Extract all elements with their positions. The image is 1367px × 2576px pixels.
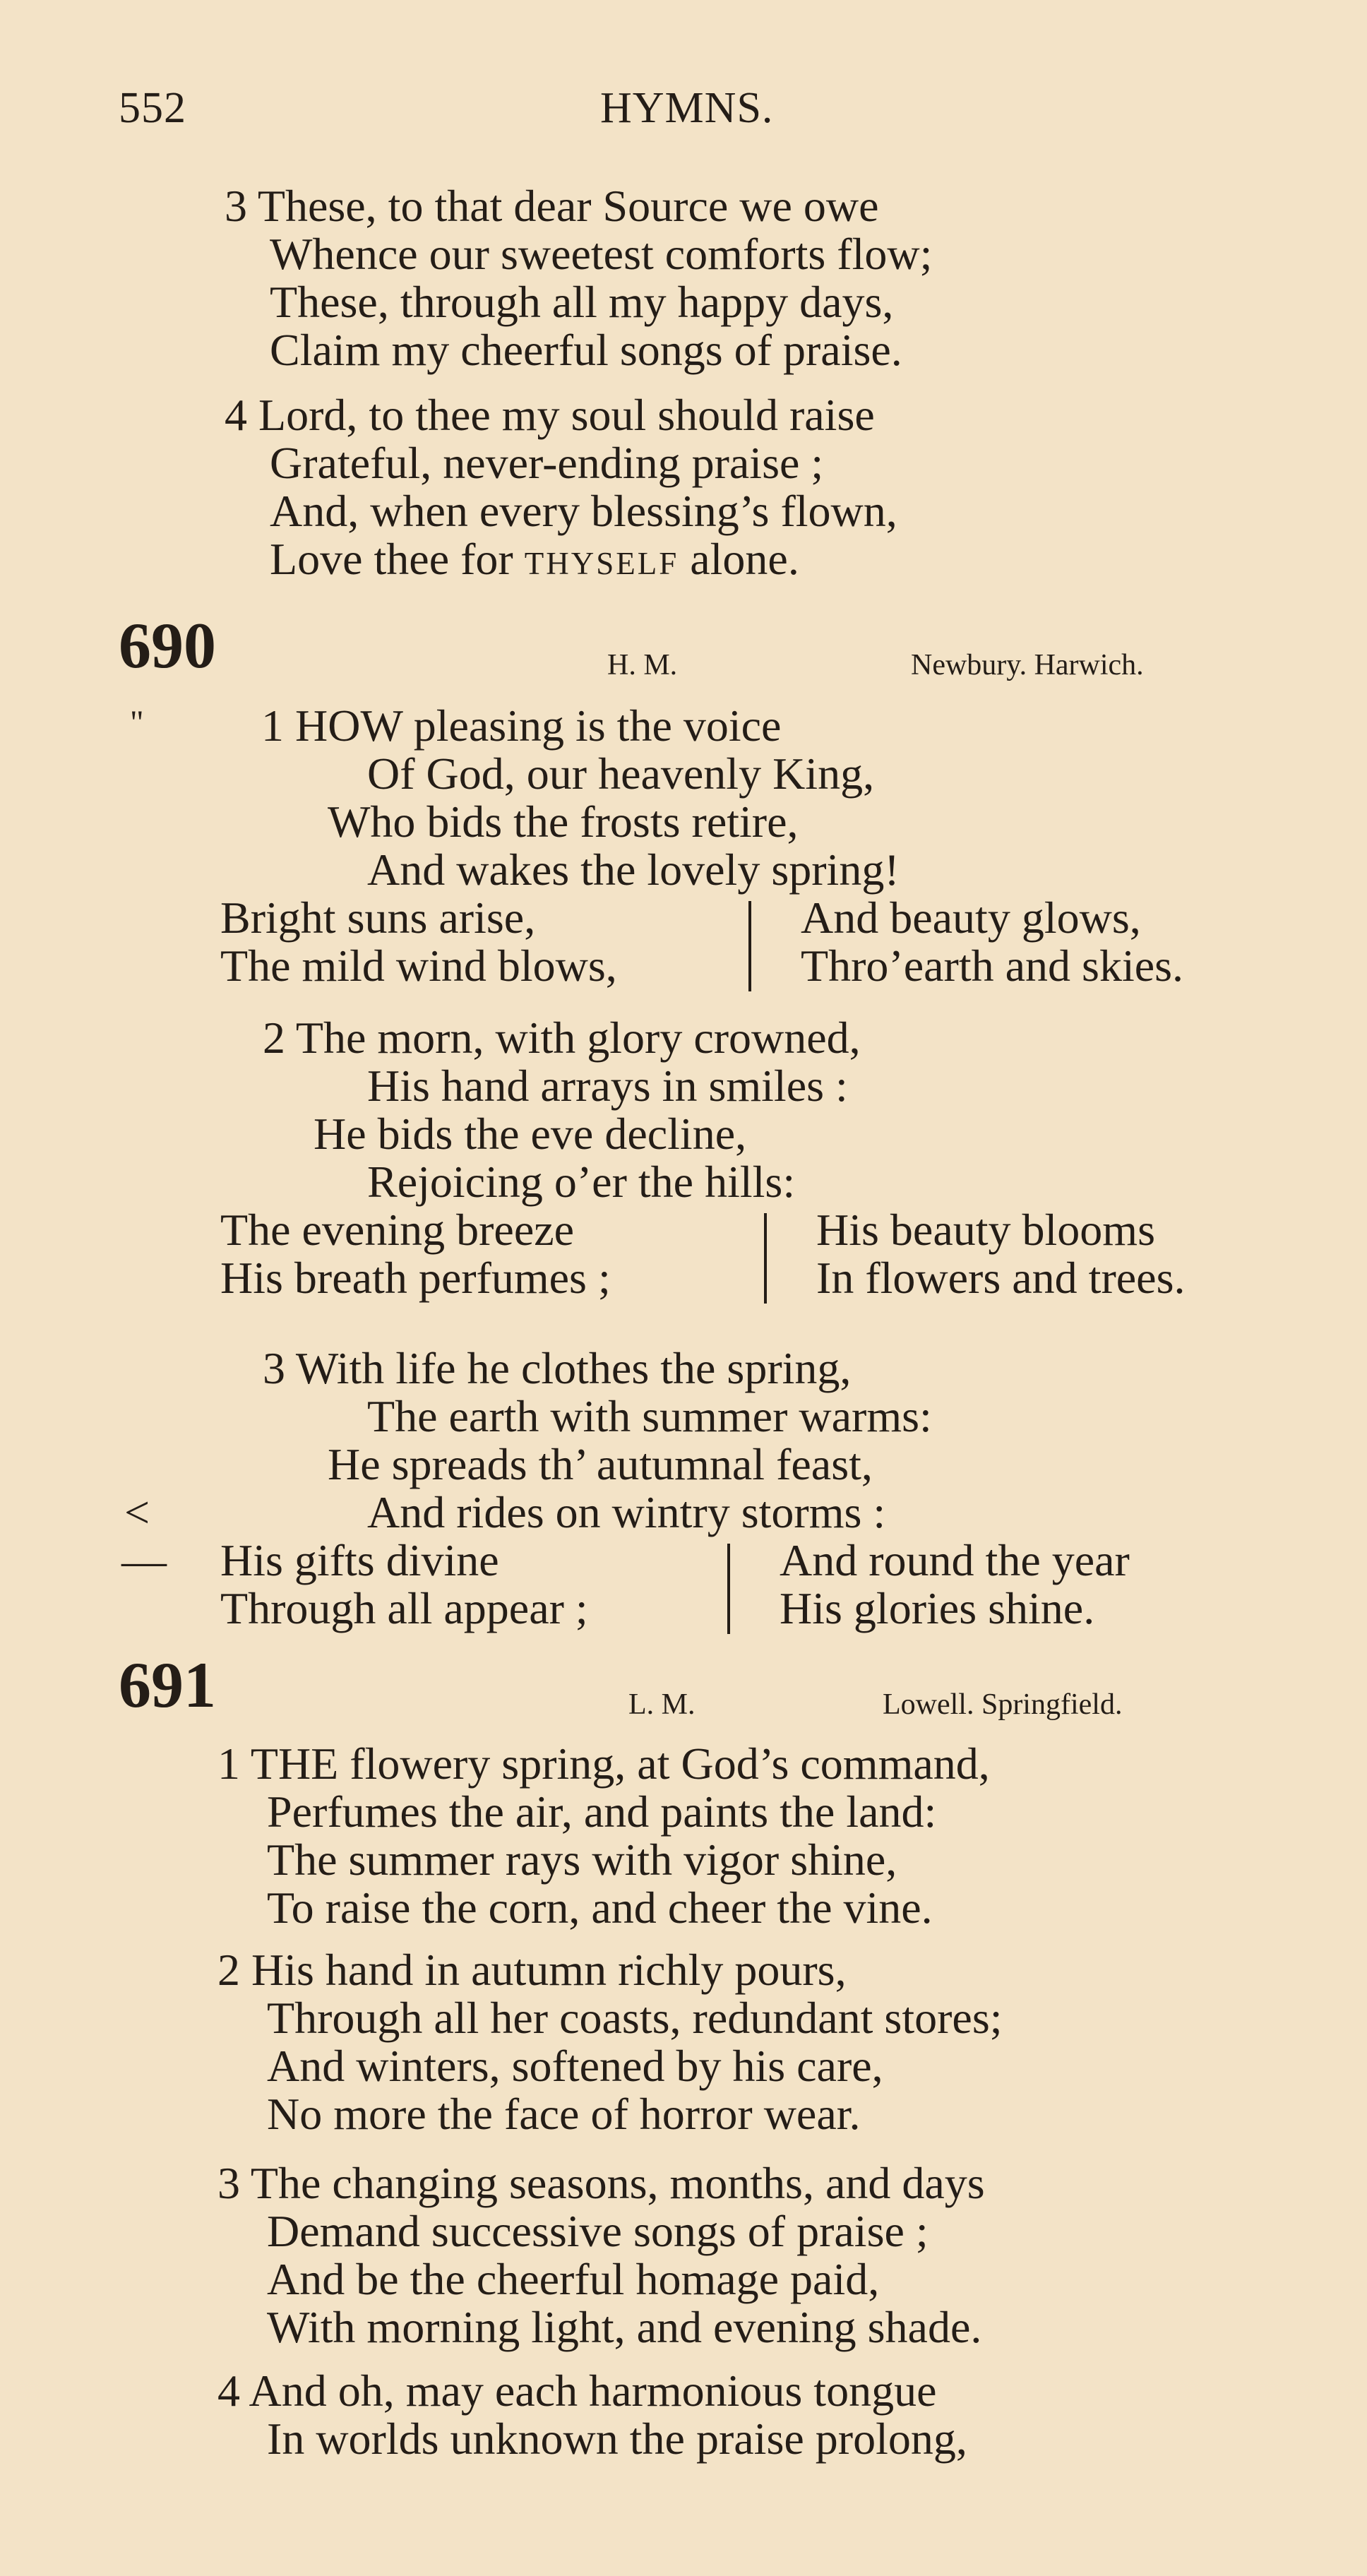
verse-line: These, through all my happy days, <box>270 277 894 327</box>
verse-line-left: The evening breeze <box>220 1205 575 1255</box>
tune-names: Newbury. Harwich. <box>911 649 1144 681</box>
running-title: HYMNS. <box>600 84 774 132</box>
tune-names: Lowell. Springfield. <box>883 1688 1123 1721</box>
verse-line: He bids the eve decline, <box>314 1109 747 1159</box>
verse-line: 2 His hand in autumn richly pours, <box>217 1945 847 1995</box>
verse-line: Who bids the frosts retire, <box>328 797 799 847</box>
verse-line: Claim my cheerful songs of praise. <box>270 325 902 375</box>
verse-line-right: His beauty blooms <box>816 1205 1155 1255</box>
verse-line-left: His breath perfumes ; <box>220 1253 611 1303</box>
margin-mark: " <box>130 704 144 741</box>
meter-label: L. M. <box>628 1688 696 1721</box>
verse-line: Demand successive songs of praise ; <box>267 2206 929 2256</box>
verse-line: To raise the corn, and cheer the vine. <box>267 1883 933 1933</box>
verse-line: And rides on wintry storms : <box>367 1487 886 1537</box>
verse-line: His hand arrays in smiles : <box>367 1061 848 1111</box>
verse-line: Through all her coasts, redundant stores; <box>267 1993 1003 2043</box>
verse-line-left: Bright suns arise, <box>220 893 536 943</box>
verse-line: Grateful, never-ending praise ; <box>270 438 824 488</box>
column-divider <box>727 1544 730 1634</box>
verse-line: Whence our sweetest comforts flow; <box>270 229 933 279</box>
verse-line: He spreads th’ autumnal feast, <box>328 1439 873 1489</box>
verse-line: And, when every blessing’s flown, <box>270 486 897 536</box>
verse-line: 1 HOW pleasing is the voice <box>261 700 782 751</box>
verse-text: alone. <box>679 534 799 584</box>
verse-text: Love thee for <box>270 534 525 584</box>
verse-line: And winters, softened by his care, <box>267 2041 883 2091</box>
column-divider <box>764 1213 767 1304</box>
margin-mark: — <box>121 1535 167 1585</box>
verse-line: 3 These, to that dear Source we owe <box>225 181 879 231</box>
verse-line: And wakes the lovely spring! <box>367 845 900 895</box>
hymn-number: 691 <box>119 1649 216 1721</box>
verse-line: 3 With life he clothes the spring, <box>263 1343 852 1393</box>
verse-line-right: Thro’earth and skies. <box>801 941 1184 991</box>
small-caps-word: thyself <box>524 534 679 584</box>
verse-line <box>270 535 799 583</box>
verse-line-right: His glories shine. <box>780 1583 1095 1633</box>
page-number: 552 <box>119 84 186 132</box>
verse-line: The summer rays with vigor shine, <box>267 1835 897 1885</box>
verse-line: With morning light, and evening shade. <box>267 2302 982 2352</box>
meter-label: H. M. <box>607 649 678 681</box>
margin-mark: < <box>124 1487 150 1537</box>
verse-line: 2 The morn, with glory crowned, <box>263 1013 861 1063</box>
verse-line: And be the cheerful homage paid, <box>267 2254 880 2304</box>
verse-line-left: Through all appear ; <box>220 1583 588 1633</box>
verse-line: 3 The changing seasons, months, and days <box>217 2158 985 2208</box>
verse-line-right: And beauty glows, <box>801 893 1141 943</box>
hymn-number: 690 <box>119 609 216 681</box>
verse-line: 4 And oh, may each harmonious tongue <box>217 2366 937 2416</box>
verse-line: The earth with summer warms: <box>367 1391 932 1441</box>
verse-line-right: In flowers and trees. <box>816 1253 1186 1303</box>
verse-line: 1 THE flowery spring, at God’s command, <box>217 1739 990 1789</box>
verse-line: 4 Lord, to thee my soul should raise <box>225 390 875 440</box>
verse-line: Of God, our heavenly King, <box>367 749 875 799</box>
verse-line-left: The mild wind blows, <box>220 941 617 991</box>
verse-line: Rejoicing o’er the hills: <box>367 1157 796 1207</box>
verse-line: No more the face of horror wear. <box>267 2089 861 2139</box>
verse-line: Perfumes the air, and paints the land: <box>267 1787 937 1837</box>
verse-line-left: His gifts divine <box>220 1535 499 1585</box>
verse-line: In worlds unknown the praise prolong, <box>267 2414 967 2464</box>
column-divider <box>748 901 751 991</box>
verse-line-right: And round the year <box>780 1535 1130 1585</box>
